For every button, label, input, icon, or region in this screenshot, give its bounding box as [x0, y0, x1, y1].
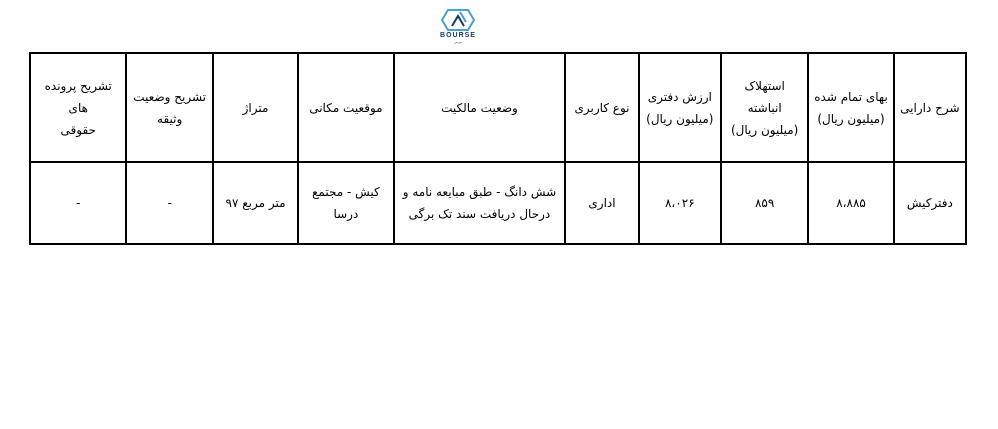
asset-table — [29, 52, 967, 245]
logo-tagline: بورس — [454, 40, 462, 44]
bourse-mark-icon — [430, 8, 486, 34]
header-area: متراژ — [213, 53, 298, 162]
cell-depreciation: ۸۵۹ — [721, 162, 808, 244]
header-book-value: ارزش دفتری (میلیون ریال) — [639, 53, 721, 162]
header-accumulated-depreciation: استهلاک انباشته (میلیون ریال) — [721, 53, 808, 162]
header-collateral-status: تشریح وضعیت وثیقه — [126, 53, 212, 162]
cell-legal: - — [30, 162, 126, 244]
header-usage-type: نوع کاربری — [565, 53, 638, 162]
table-header-row — [30, 53, 966, 162]
cell-description: دفترکیش — [894, 162, 966, 244]
cell-usage: اداری — [565, 162, 638, 244]
table-row — [30, 162, 966, 244]
header-ownership-status: وضعیت مالکیت — [394, 53, 566, 162]
cell-ownership: شش دانگ - طبق مبایعه نامه و درحال دریافت سند تک برگی — [394, 162, 566, 244]
cell-location: کیش - مجتمع درسا — [298, 162, 393, 244]
cell-book-value: ۸،۰۲۶ — [639, 162, 721, 244]
header-asset-description: شرح دارایی — [894, 53, 966, 162]
cell-cost: ۸،۸۸۵ — [808, 162, 893, 244]
header-cost: بهای تمام شده (میلیون ریال) — [808, 53, 893, 162]
header-legal-cases: تشریح پرونده های حقوقی — [30, 53, 126, 162]
cell-collateral: - — [126, 162, 212, 244]
cell-area: متر مربع ۹۷ — [213, 162, 298, 244]
logo-wordmark: BOURSE — [440, 32, 476, 39]
bourse-logo — [430, 8, 486, 48]
header-location: موقعیت مکانی — [298, 53, 393, 162]
